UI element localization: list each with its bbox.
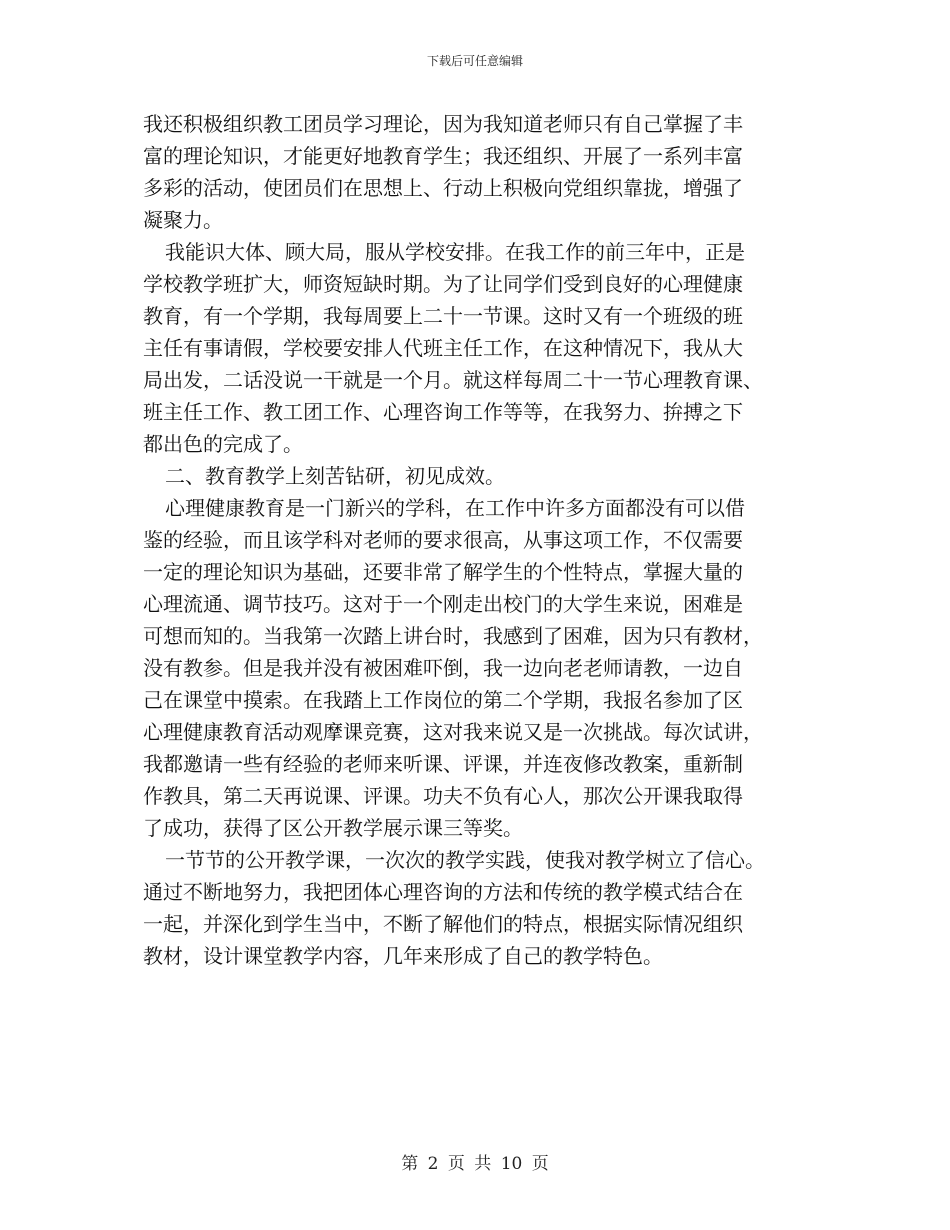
text-line: 心理健康教育是一门新兴的学科，在工作中许多方面都没有可以借 — [165, 496, 745, 520]
text-line: 一节节的公开教学课，一次次的教学实践，使我对教学树立了信心。 — [165, 848, 765, 872]
text-line: 学校教学班扩大，师资短缺时期。为了让同学们受到良好的心理健康 — [143, 272, 743, 296]
text-line: 通过不断地努力，我把团体心理咨询的方法和传统的教学模式结合在 — [143, 880, 743, 904]
text-line: 我能识大体、顾大局，服从学校安排。在我工作的前三年中，正是 — [165, 240, 745, 264]
text-line: 都出色的完成了。 — [143, 432, 303, 456]
text-line: 我都邀请一些有经验的老师来听课、评课，并连夜修改教案，重新制 — [143, 752, 743, 776]
text-line: 主任有事请假，学校要安排人代班主任工作，在这种情况下，我从大 — [143, 336, 743, 360]
page-header: 下载后可任意编辑 — [426, 54, 523, 68]
text-line: 了成功，获得了区公开教学展示课三等奖。 — [143, 816, 523, 840]
text-line: 作教具，第二天再说课、评课。功夫不负有心人，那次公开课我取得 — [143, 784, 743, 808]
text-line: 二、教育教学上刻苦钻研，初见成效。 — [165, 464, 505, 488]
text-line: 一起，并深化到学生当中，不断了解他们的特点，根据实际情况组织 — [143, 912, 743, 936]
text-line: 教育，有一个学期，我每周要上二十一节课。这时又有一个班级的班 — [143, 304, 743, 328]
text-line: 教材，设计课堂教学内容，几年来形成了自己的教学特色。 — [143, 944, 663, 968]
text-line: 富的理论知识，才能更好地教育学生；我还组织、开展了一系列丰富 — [143, 144, 743, 168]
page-footer: 第 2 页 共 10 页 — [401, 1154, 549, 1174]
text-line: 鉴的经验，而且该学科对老师的要求很高，从事这项工作，不仅需要 — [143, 528, 743, 552]
text-line: 多彩的活动，使团员们在思想上、行动上积极向党组织靠拢，增强了 — [143, 176, 743, 200]
text-line: 我还积极组织教工团员学习理论，因为我知道老师只有自己掌握了丰 — [143, 112, 743, 136]
text-line: 心理健康教育活动观摩课竞赛，这对我来说又是一次挑战。每次试讲， — [143, 720, 763, 744]
text-line: 己在课堂中摸索。在我踏上工作岗位的第二个学期，我报名参加了区 — [143, 688, 743, 712]
text-line: 心理流通、调节技巧。这对于一个刚走出校门的大学生来说，困难是 — [143, 592, 743, 616]
text-line: 可想而知的。当我第一次踏上讲台时，我感到了困难，因为只有教材， — [143, 624, 763, 648]
document-body — [143, 108, 823, 972]
text-line: 一定的理论知识为基础，还要非常了解学生的个性特点，掌握大量的 — [143, 560, 743, 584]
text-line: 局出发，二话没说一干就是一个月。就这样每周二十一节心理教育课、 — [143, 368, 763, 392]
text-line: 班主任工作、教工团工作、心理咨询工作等等，在我努力、拚搏之下 — [143, 400, 743, 424]
text-line: 凝聚力。 — [143, 208, 223, 232]
text-line: 没有教参。但是我并没有被困难吓倒，我一边向老老师请教，一边自 — [143, 656, 743, 680]
